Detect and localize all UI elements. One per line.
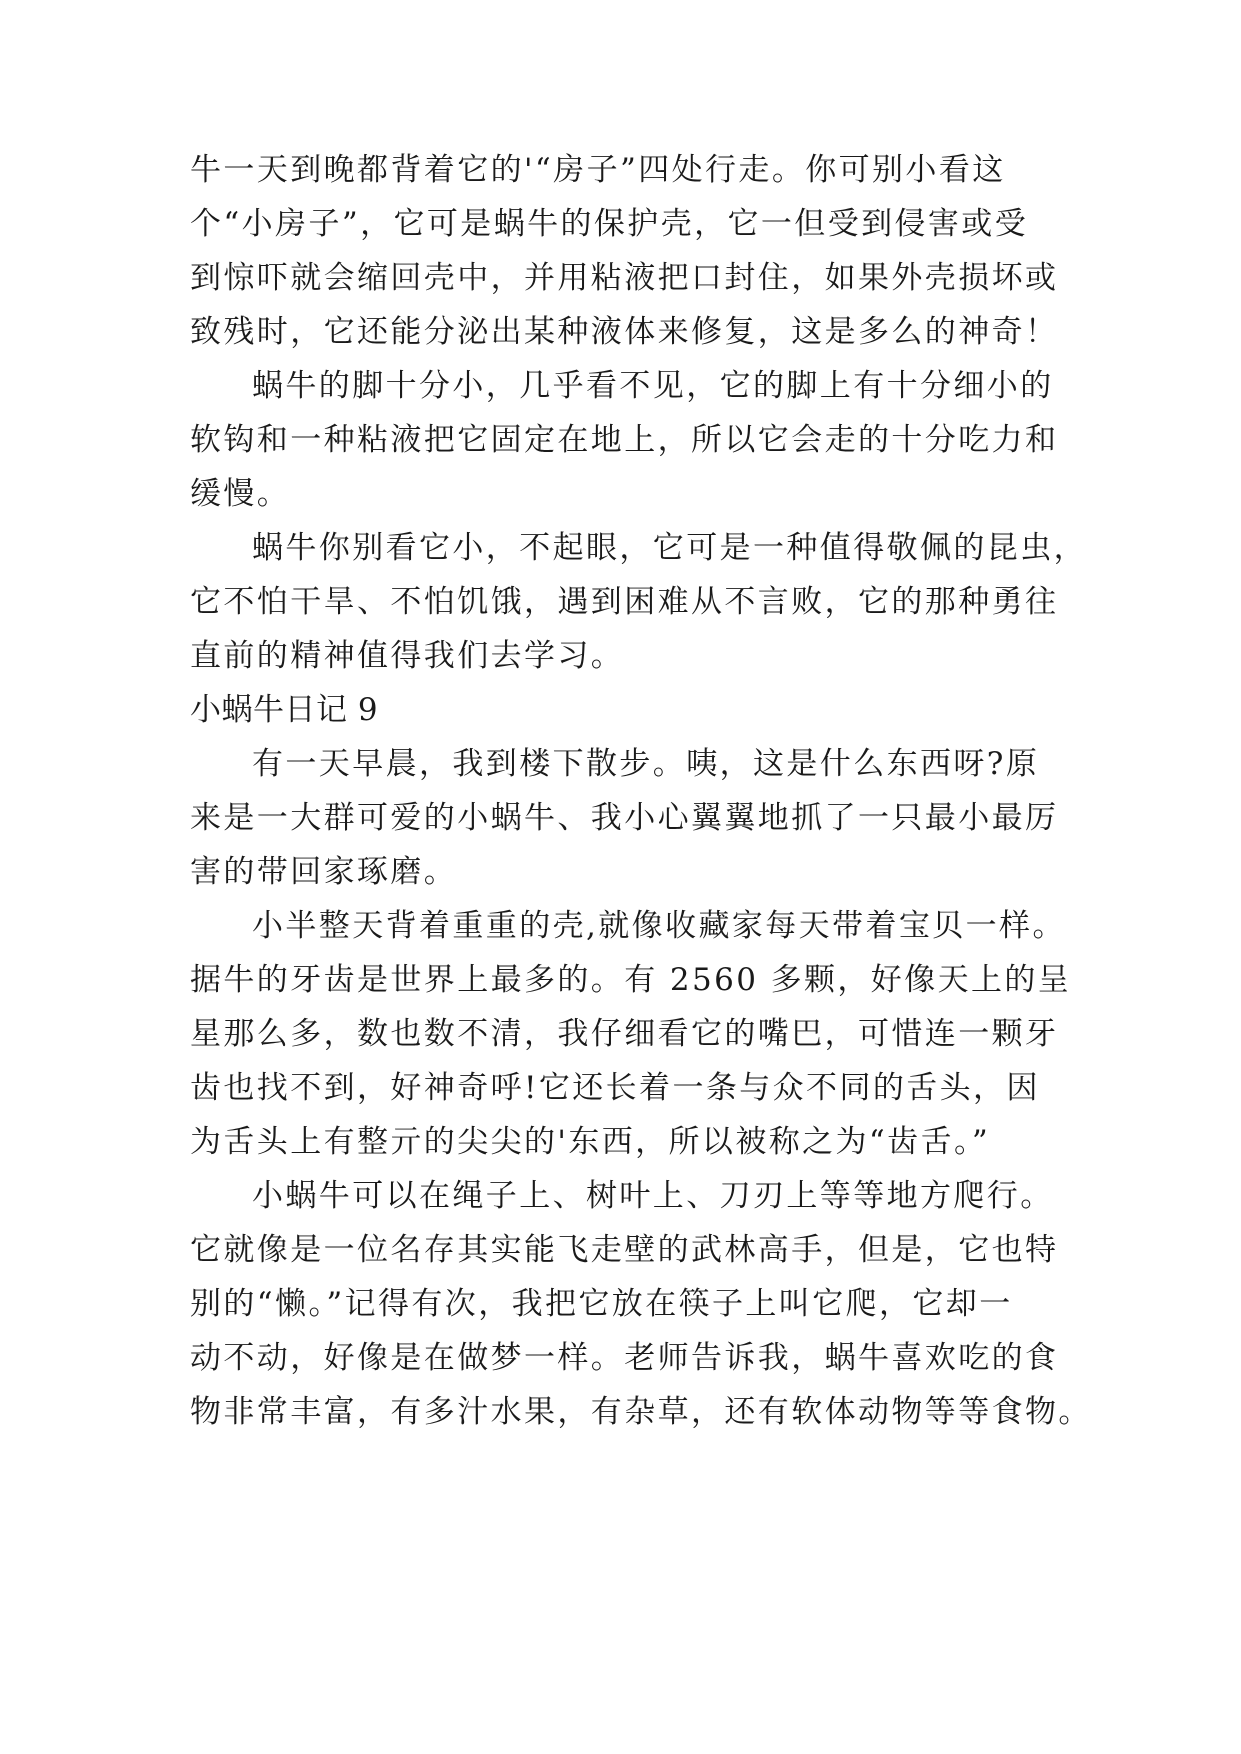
text-line: 害的带回家琢磨。 xyxy=(190,854,458,890)
text-line: 星那么多，数也数不清，我仔细看它的嘴巴，可惜连一颗牙 xyxy=(190,1016,1059,1052)
text-line: 齿也找不到，好神奇呼!它还长着一条与众不同的舌头，因 xyxy=(190,1070,1040,1106)
paragraph-first-line: 小半整天背着重重的壳,就像收藏家每天带着宝贝一样。 xyxy=(252,908,1066,944)
paragraph-first-line: 蜗牛你别看它小，不起眼，它可是一种值得敬佩的昆虫， xyxy=(252,530,1087,566)
text-line: 它不怕干旱、不怕饥饿，遇到困难从不言败，它的那种勇往 xyxy=(190,584,1059,620)
text-line: 到惊吓就会缩回壳中，并用粘液把口封住，如果外壳损坏或 xyxy=(190,260,1059,296)
text-line: 致残时，它还能分泌出某种液体来修复，这是多么的神奇！ xyxy=(190,314,1059,350)
text-line: 来是一大群可爱的小蜗牛、我小心翼翼地抓了一只最小最厉 xyxy=(190,800,1059,836)
paragraph-first-line: 有一天早晨，我到楼下散步。咦，这是什么东西呀?原 xyxy=(252,746,1040,782)
text-line: 直前的精神值得我们去学习。 xyxy=(190,638,625,674)
text-line: 据牛的牙齿是世界上最多的。有 2560 多颗，好像天上的呈 xyxy=(190,962,1072,998)
paragraph-first-line: 小蜗牛可以在绳子上、树叶上、刀刃上等等地方爬行。 xyxy=(252,1178,1054,1214)
text-line: 物非常丰富，有多汁水果，有杂草，还有软体动物等等食物。 xyxy=(190,1394,1092,1430)
text-line: 为舌头上有整亓的尖尖的'东西，所以被称之为“齿舌。” xyxy=(190,1124,991,1160)
text-line: 缓慢。 xyxy=(190,476,291,512)
text-line: 软钩和一种粘液把它固定在地上，所以它会走的十分吃力和 xyxy=(190,422,1059,458)
text-line: 个“小房子”，它可是蜗牛的保护壳，它一但受到侵害或受 xyxy=(190,206,1029,242)
text-line: 别的“懒。”记得有次，我把它放在筷子上叫它爬，它却一 xyxy=(190,1286,1013,1322)
text-line: 动不动，好像是在做梦一样。老师告诉我，蜗牛喜欢吃的食 xyxy=(190,1340,1059,1376)
paragraph-first-line: 蜗牛的脚十分小，几乎看不见，它的脚上有十分细小的 xyxy=(252,368,1054,404)
section-heading: 小蜗牛日记 9 xyxy=(190,692,379,728)
text-line: 牛一天到晚都背着它的'“房子”四处行走。你可别小看这 xyxy=(190,152,1006,188)
text-line: 它就像是一位名存其实能飞走壁的武林高手，但是，它也特 xyxy=(190,1232,1059,1268)
